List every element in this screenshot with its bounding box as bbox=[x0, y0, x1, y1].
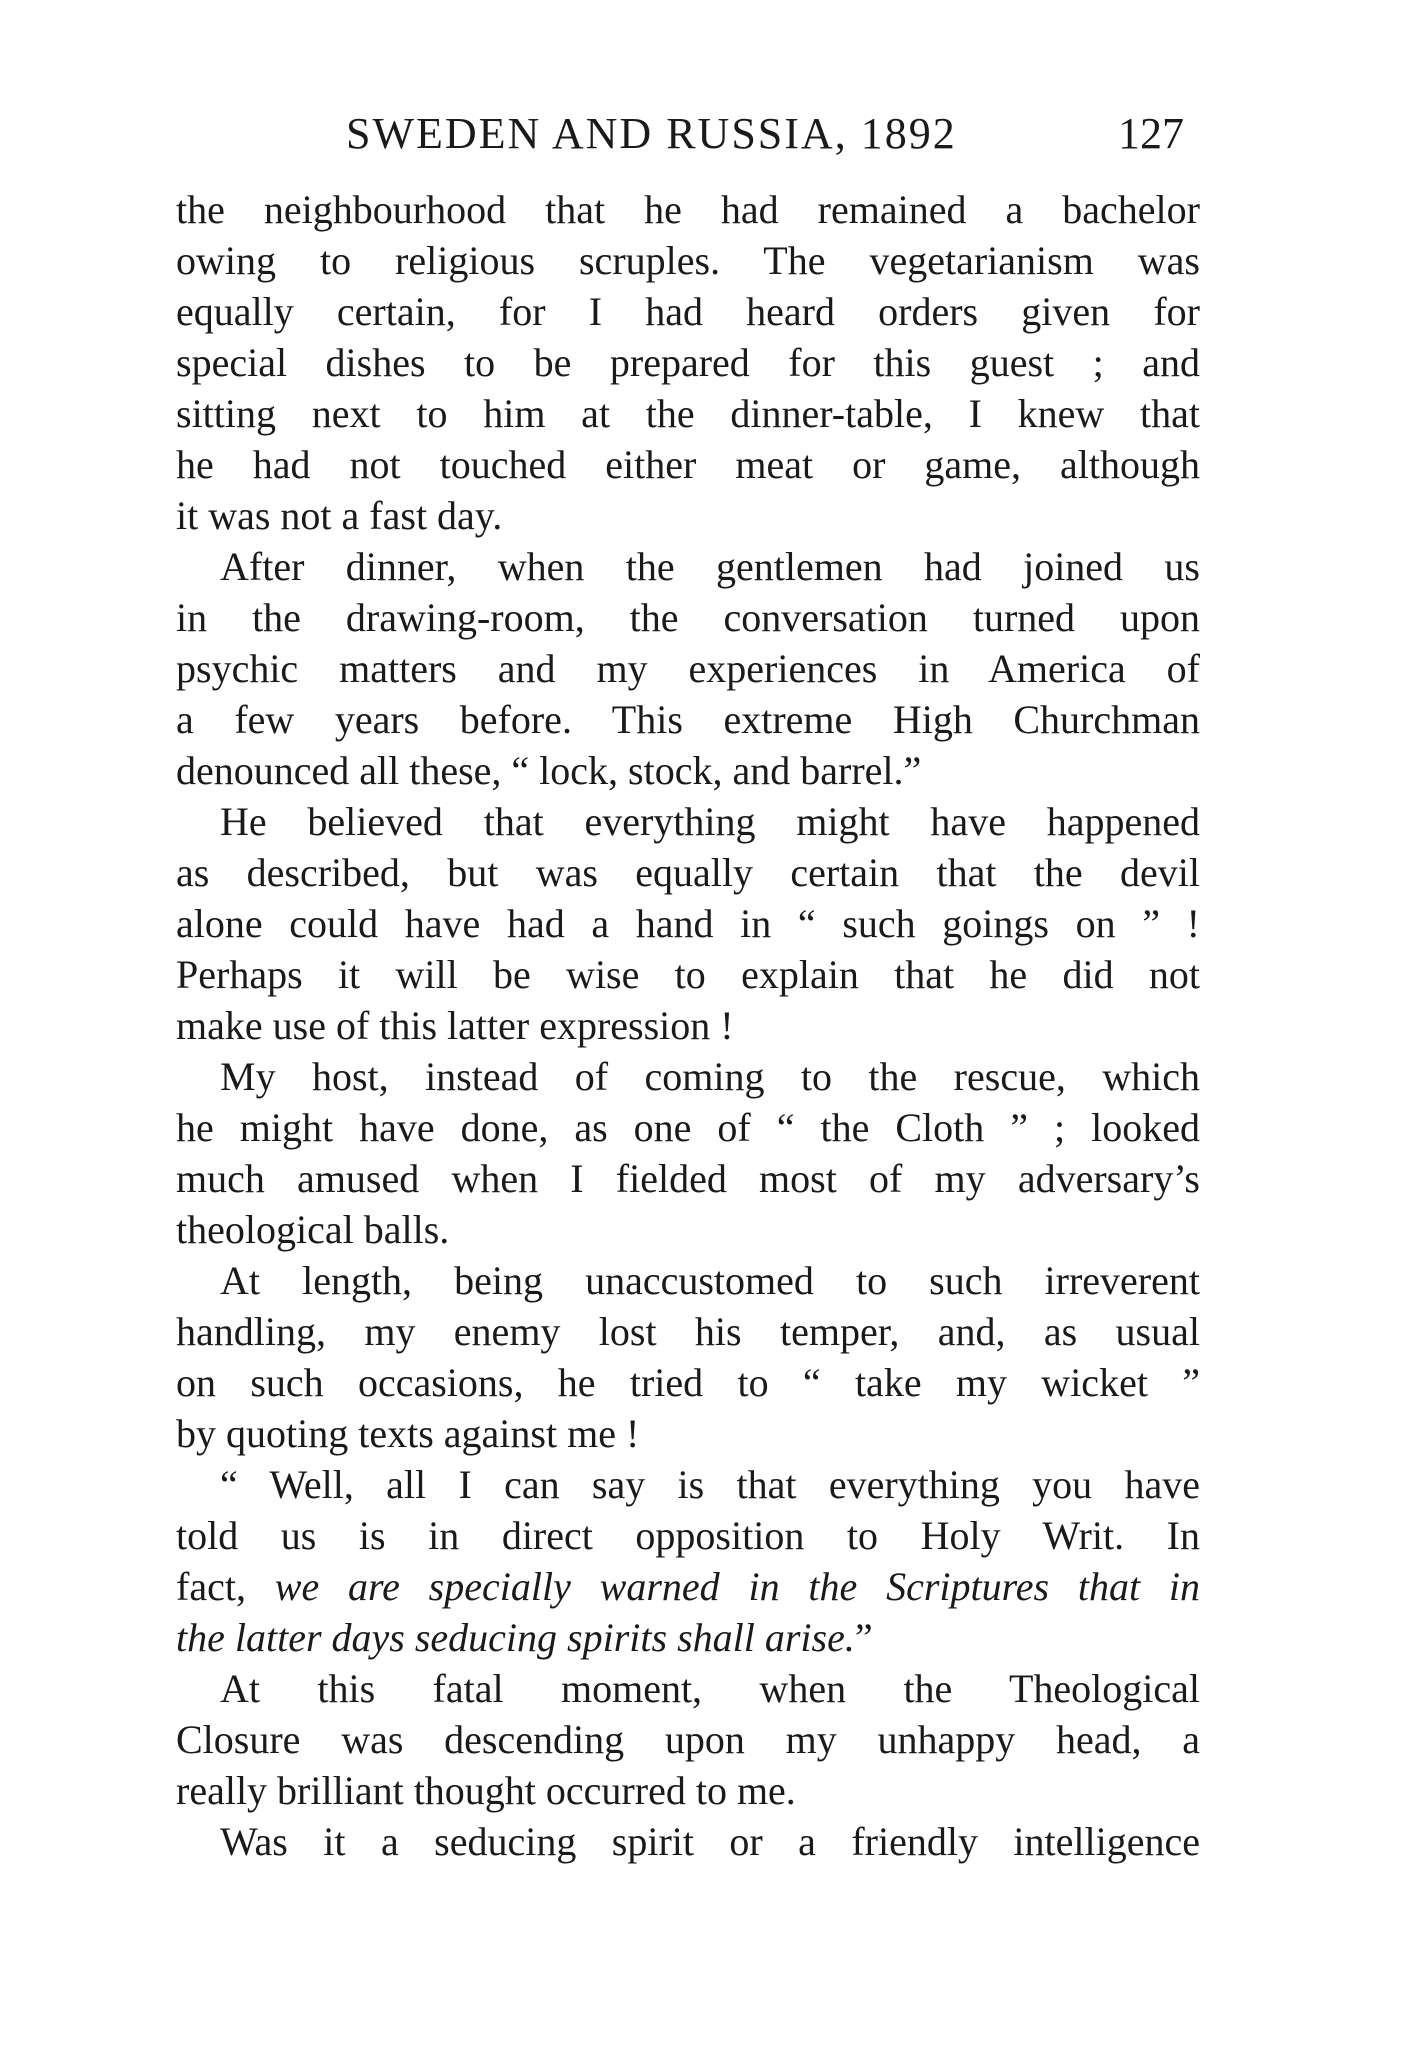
text-line: handling, my enemy lost his temper, and, as usual bbox=[176, 1309, 1200, 1354]
text-line: He believed that everything might have happened bbox=[220, 799, 1200, 844]
text-line: owing to religious scruples. The vegetarianism was bbox=[176, 238, 1200, 283]
text-line: really brilliant thought occurred to me. bbox=[176, 1768, 796, 1813]
text-run-italic: the latter days seducing spirits shall arise. bbox=[176, 1615, 855, 1660]
text-line: he had not touched either meat or game, although bbox=[176, 442, 1200, 487]
text-line: After dinner, when the gentlemen had joined us bbox=[220, 544, 1200, 589]
text-line: the neighbourhood that he had remained a bachelor bbox=[176, 187, 1200, 232]
text-line: sitting next to him at the dinner-table, I knew that bbox=[176, 391, 1200, 436]
page-number: 127 bbox=[1118, 109, 1184, 158]
text-run-plain: fact, bbox=[176, 1564, 275, 1609]
text-line: it was not a fast day. bbox=[176, 493, 503, 538]
running-title: SWEDEN AND RUSSIA, 1892 bbox=[346, 109, 957, 158]
running-head bbox=[0, 104, 1425, 164]
text-line: theological balls. bbox=[176, 1207, 450, 1252]
text-line: equally certain, for I had heard orders given for bbox=[176, 289, 1200, 334]
text-line: Perhaps it will be wise to explain that he did not bbox=[176, 952, 1200, 997]
text-line: told us is in direct opposition to Holy Writ. In bbox=[176, 1513, 1200, 1558]
text-line: much amused when I fielded most of my adversary’s bbox=[176, 1156, 1200, 1201]
text-run-italic: we are specially warned in the Scriptures that in bbox=[274, 1564, 1200, 1609]
text-line: make use of this latter expression ! bbox=[176, 1003, 734, 1048]
body-text bbox=[176, 184, 1200, 1867]
text-line: a few years before. This extreme High Churchman bbox=[176, 697, 1200, 742]
text-line-mixed bbox=[176, 1612, 1200, 1663]
text-line: “ Well, all I can say is that everything you have bbox=[220, 1462, 1200, 1507]
text-line: Was it a seducing spirit or a friendly intelligence bbox=[220, 1819, 1200, 1864]
text-line: on such occasions, he tried to “ take my wicket ” bbox=[176, 1360, 1200, 1405]
text-line-mixed bbox=[176, 1561, 1200, 1612]
text-line: psychic matters and my experiences in America of bbox=[176, 646, 1200, 691]
text-line: At length, being unaccustomed to such irreverent bbox=[220, 1258, 1200, 1303]
text-line: he might have done, as one of “ the Cloth ” ; looked bbox=[176, 1105, 1200, 1150]
text-line: My host, instead of coming to the rescue, which bbox=[220, 1054, 1200, 1099]
text-line: in the drawing-room, the conversation turned upon bbox=[176, 595, 1200, 640]
text-run-plain: ” bbox=[854, 1615, 873, 1660]
text-line: special dishes to be prepared for this guest ; and bbox=[176, 340, 1200, 385]
text-line: At this fatal moment, when the Theological bbox=[220, 1666, 1200, 1711]
text-line: alone could have had a hand in “ such goings on ” ! bbox=[176, 901, 1200, 946]
text-line: Closure was descending upon my unhappy head, a bbox=[176, 1717, 1200, 1762]
text-line: denounced all these, “ lock, stock, and barrel.” bbox=[176, 748, 922, 793]
text-line: as described, but was equally certain that the devil bbox=[176, 850, 1200, 895]
text-line: by quoting texts against me ! bbox=[176, 1411, 640, 1456]
